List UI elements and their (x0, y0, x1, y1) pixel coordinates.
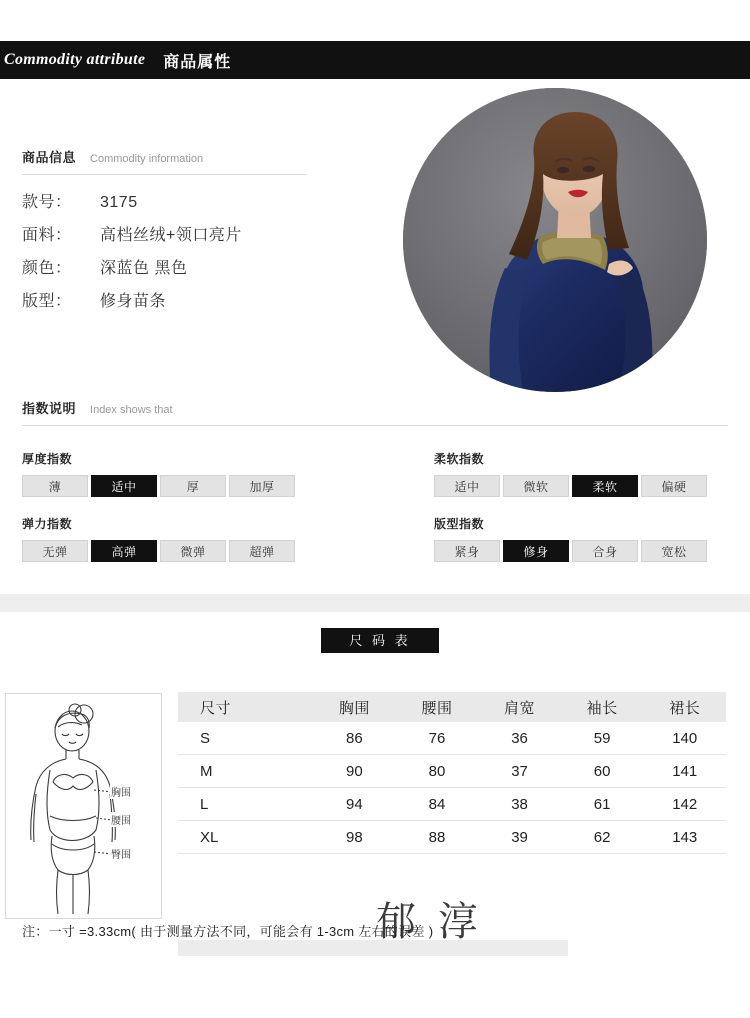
table-row (178, 788, 726, 821)
commodity-info-heading (22, 147, 307, 175)
index-column-right (434, 450, 724, 580)
cell-sleeve: 59 (561, 722, 644, 755)
index-option-selected[interactable]: 修身 (503, 540, 569, 562)
column-header-bust: 胸围 (313, 692, 396, 722)
column-header-shoulder: 肩宽 (478, 692, 561, 722)
spec-row (22, 255, 352, 278)
cell-shoulder: 36 (478, 722, 561, 755)
cell-size: M (178, 755, 313, 788)
index-option[interactable]: 加厚 (229, 475, 295, 497)
table-row (178, 821, 726, 854)
spec-value-fit: 修身苗条 (100, 293, 167, 310)
size-table (178, 692, 726, 854)
index-group-fit (434, 515, 724, 562)
index-option[interactable]: 宽松 (641, 540, 707, 562)
commodity-info-title-cn: 商品信息 (22, 150, 77, 165)
index-option-row (434, 540, 724, 562)
index-option-selected[interactable]: 适中 (91, 475, 157, 497)
index-group-thickness (22, 450, 312, 497)
index-title-cn: 指数说明 (22, 401, 77, 416)
index-option-selected[interactable]: 高弹 (91, 540, 157, 562)
table-row (178, 722, 726, 755)
watermark-background-bar (178, 940, 568, 956)
spec-label-style-no: 款号： (22, 194, 72, 211)
index-option[interactable]: 合身 (572, 540, 638, 562)
spec-row (22, 222, 352, 245)
measurement-note: 注：一寸 =3.33cm( 由于测量方法不同，可能会有 1-3cm 左右的误差 ) (22, 924, 434, 939)
index-column-left (22, 450, 312, 580)
cell-shoulder: 39 (478, 821, 561, 854)
commodity-info-block (22, 147, 352, 321)
spec-value-fabric: 高档丝绒+领口亮片 (100, 227, 242, 244)
table-header-row (178, 692, 726, 722)
cell-size: S (178, 722, 313, 755)
index-option-row (22, 475, 312, 497)
cell-shoulder: 37 (478, 755, 561, 788)
index-option[interactable]: 紧身 (434, 540, 500, 562)
body-measurement-figure (5, 693, 162, 919)
page-header (0, 41, 750, 79)
spec-value-style-no: 3175 (100, 194, 138, 211)
cell-length: 143 (643, 821, 726, 854)
cell-waist: 88 (396, 821, 479, 854)
cell-bust: 94 (313, 788, 396, 821)
column-header-sleeve: 袖长 (561, 692, 644, 722)
cell-length: 141 (643, 755, 726, 788)
index-group-title: 弹力指数 (22, 517, 73, 531)
cell-waist: 84 (396, 788, 479, 821)
cell-waist: 76 (396, 722, 479, 755)
cell-length: 142 (643, 788, 726, 821)
index-option[interactable]: 薄 (22, 475, 88, 497)
index-option[interactable]: 无弹 (22, 540, 88, 562)
index-group-elasticity (22, 515, 312, 562)
figure-label-bust: 胸围 (110, 784, 132, 799)
commodity-info-title-en: Commodity information (90, 153, 204, 165)
index-title-en: Index shows that (90, 404, 173, 416)
cell-length: 140 (643, 722, 726, 755)
cell-sleeve: 60 (561, 755, 644, 788)
cell-bust: 98 (313, 821, 396, 854)
index-option[interactable]: 超弹 (229, 540, 295, 562)
body-figure-illustration (6, 694, 159, 916)
index-group-title: 厚度指数 (22, 452, 73, 466)
spec-row (22, 189, 352, 212)
column-header-size: 尺寸 (178, 692, 313, 722)
cell-waist: 80 (396, 755, 479, 788)
section-divider (0, 594, 750, 612)
spec-row (22, 288, 352, 311)
index-option[interactable]: 适中 (434, 475, 500, 497)
spec-label-fabric: 面料： (22, 227, 72, 244)
figure-label-hip: 臀围 (110, 846, 132, 861)
spec-label-fit: 版型： (22, 293, 72, 310)
column-header-length: 裙长 (643, 692, 726, 722)
cell-size: XL (178, 821, 313, 854)
cell-size: L (178, 788, 313, 821)
index-group-softness (434, 450, 724, 497)
index-option-row (434, 475, 724, 497)
commodity-spec-list (22, 189, 352, 311)
index-group-title: 柔软指数 (434, 452, 485, 466)
spec-label-color: 颜色： (22, 260, 72, 277)
index-group-title: 版型指数 (434, 517, 485, 531)
index-block (22, 398, 728, 426)
header-title-en: Commodity attribute (4, 51, 146, 68)
index-heading (22, 398, 728, 426)
index-option-selected[interactable]: 柔软 (572, 475, 638, 497)
figure-label-waist: 腰围 (110, 812, 132, 827)
model-photo (403, 88, 707, 392)
index-option-row (22, 540, 312, 562)
index-option[interactable]: 微弹 (160, 540, 226, 562)
table-row (178, 755, 726, 788)
index-option[interactable]: 微软 (503, 475, 569, 497)
index-option[interactable]: 厚 (160, 475, 226, 497)
index-option[interactable]: 偏硬 (641, 475, 707, 497)
column-header-waist: 腰围 (396, 692, 479, 722)
cell-sleeve: 61 (561, 788, 644, 821)
brand-watermark: 郁 淳 (376, 899, 484, 944)
cell-shoulder: 38 (478, 788, 561, 821)
cell-bust: 86 (313, 722, 396, 755)
cell-sleeve: 62 (561, 821, 644, 854)
cell-bust: 90 (313, 755, 396, 788)
spec-value-color: 深蓝色 黑色 (100, 260, 188, 277)
model-photo-illustration (403, 88, 707, 392)
header-title-cn: 商品属性 (163, 53, 232, 71)
size-chart-title: 尺 码 表 (321, 628, 439, 653)
